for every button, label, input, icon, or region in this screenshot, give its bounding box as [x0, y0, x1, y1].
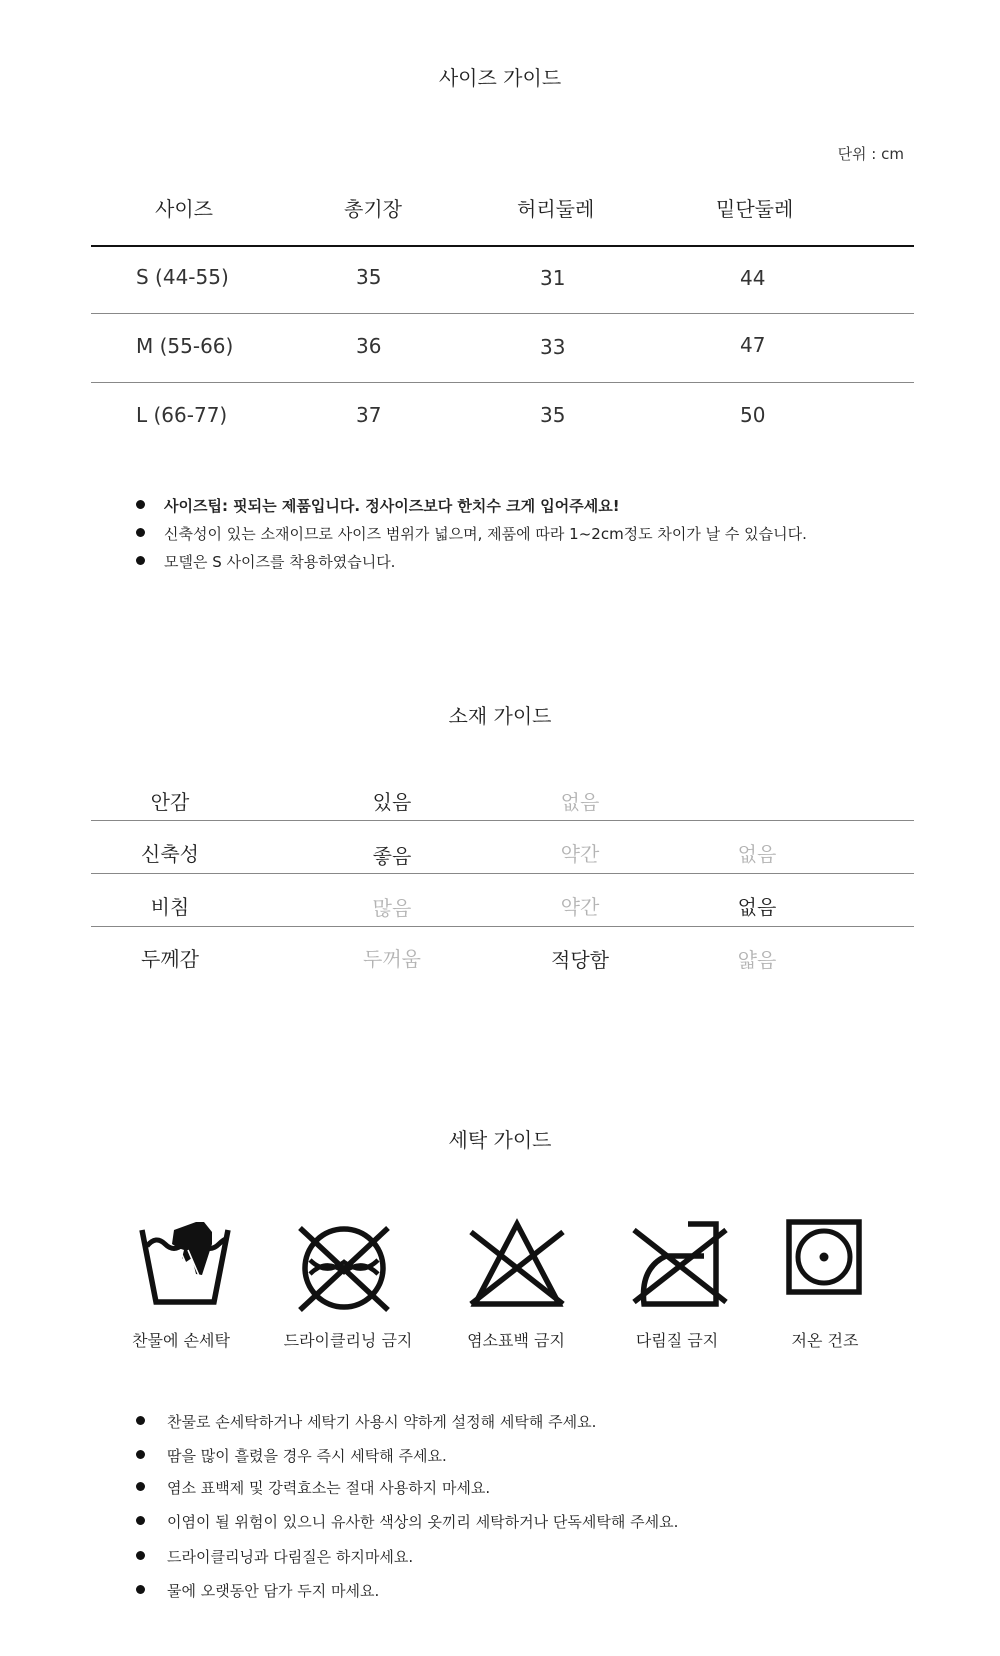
option-lining-no: 없음 — [560, 790, 600, 814]
cell-hem: 44 — [740, 266, 766, 290]
option-thick-thick: 두꺼움 — [363, 947, 421, 971]
bullet-icon — [136, 528, 145, 537]
bullet-icon — [136, 556, 145, 565]
unit-label: 단위 : cm — [837, 145, 904, 163]
label-tumble-dry-low: 저온 건조 — [791, 1331, 859, 1350]
bullet-icon — [136, 1482, 145, 1491]
option-thick-medium: 적당함 — [551, 948, 609, 972]
bullet-icon — [136, 1416, 145, 1425]
washing-note: 땀을 많이 흘렸을 경우 즉시 세탁해 주세요. — [167, 1447, 447, 1465]
cell-size: S (44-55) — [136, 265, 229, 289]
bullet-icon — [136, 500, 145, 509]
bullet-icon — [136, 1450, 145, 1459]
no-dry-clean-icon — [292, 1218, 396, 1322]
header-size: 사이즈 — [155, 197, 213, 221]
option-stretch-good: 좋음 — [372, 844, 412, 868]
no-iron-icon — [626, 1216, 732, 1312]
washing-note: 찬물로 손세탁하거나 세탁기 사용시 약하게 설정해 세탁해 주세요. — [167, 1413, 597, 1431]
cell-hem: 50 — [740, 403, 766, 427]
header-total-length: 총기장 — [344, 197, 402, 221]
table-header-divider — [91, 245, 914, 247]
no-bleach-icon — [0, 0, 108, 100]
header-waist: 허리둘레 — [517, 197, 595, 221]
cell-hem: 47 — [740, 333, 766, 357]
cell-waist: 31 — [540, 266, 566, 290]
label-no-dry-clean: 드라이클리닝 금지 — [283, 1331, 413, 1350]
cell-total-length: 36 — [356, 334, 382, 358]
cell-total-length: 35 — [356, 265, 382, 289]
material-label-lining: 안감 — [150, 790, 190, 814]
no-bleach-icon — [463, 1216, 571, 1316]
washing-guide-title: 세탁 가이드 — [448, 1128, 552, 1152]
size-note: 신축성이 있는 소재이므로 사이즈 범위가 넓으며, 제품에 따라 1~2cm정도 차이가 날 수 있습니다. — [164, 525, 807, 543]
material-label-sheerness: 비침 — [150, 895, 190, 919]
option-sheer-slight: 약간 — [560, 895, 600, 919]
washing-note: 드라이클리닝과 다림질은 하지마세요. — [167, 1548, 414, 1566]
size-guide-title: 사이즈 가이드 — [438, 66, 562, 90]
option-lining-yes: 있음 — [372, 790, 412, 814]
bullet-icon — [136, 1585, 145, 1594]
material-label-thickness: 두께감 — [141, 947, 199, 971]
cell-total-length: 37 — [356, 403, 382, 427]
washing-note: 이염이 될 위험이 있으니 유사한 색상의 옷끼리 세탁하거나 단독세탁해 주세요. — [167, 1513, 679, 1531]
label-hand-wash: 찬물에 손세탁 — [132, 1331, 230, 1350]
cell-size: M (55-66) — [136, 334, 234, 358]
option-sheer-none: 없음 — [737, 895, 777, 919]
washing-note: 염소 표백제 및 강력효소는 절대 사용하지 마세요. — [167, 1479, 491, 1497]
label-no-bleach: 염소표백 금지 — [467, 1331, 565, 1350]
row-divider — [91, 926, 914, 927]
bullet-icon — [136, 1551, 145, 1560]
bullet-icon — [136, 1516, 145, 1525]
label-no-iron: 다림질 금지 — [635, 1331, 719, 1350]
material-label-stretch: 신축성 — [141, 842, 199, 866]
row-divider — [91, 313, 914, 314]
material-guide-title: 소재 가이드 — [448, 704, 552, 728]
hand-wash-icon — [138, 1220, 234, 1306]
option-stretch-none: 없음 — [737, 842, 777, 866]
cell-waist: 35 — [540, 403, 566, 427]
washing-note: 물에 오랫동안 담가 두지 마세요. — [167, 1582, 380, 1600]
header-hem: 밑단둘레 — [716, 197, 794, 221]
tumble-dry-low-icon — [786, 1219, 862, 1295]
cell-waist: 33 — [540, 335, 566, 359]
row-divider — [91, 820, 914, 821]
option-stretch-slight: 약간 — [560, 842, 600, 866]
option-sheer-much: 많음 — [372, 896, 412, 920]
option-thick-thin: 얇음 — [737, 948, 777, 972]
size-tip: 사이즈팁: 핏되는 제품입니다. 정사이즈보다 한치수 크게 입어주세요! — [164, 497, 620, 515]
row-divider — [91, 873, 914, 874]
cell-size: L (66-77) — [136, 403, 228, 427]
size-note: 모델은 S 사이즈를 착용하였습니다. — [164, 553, 396, 571]
row-divider — [91, 382, 914, 383]
